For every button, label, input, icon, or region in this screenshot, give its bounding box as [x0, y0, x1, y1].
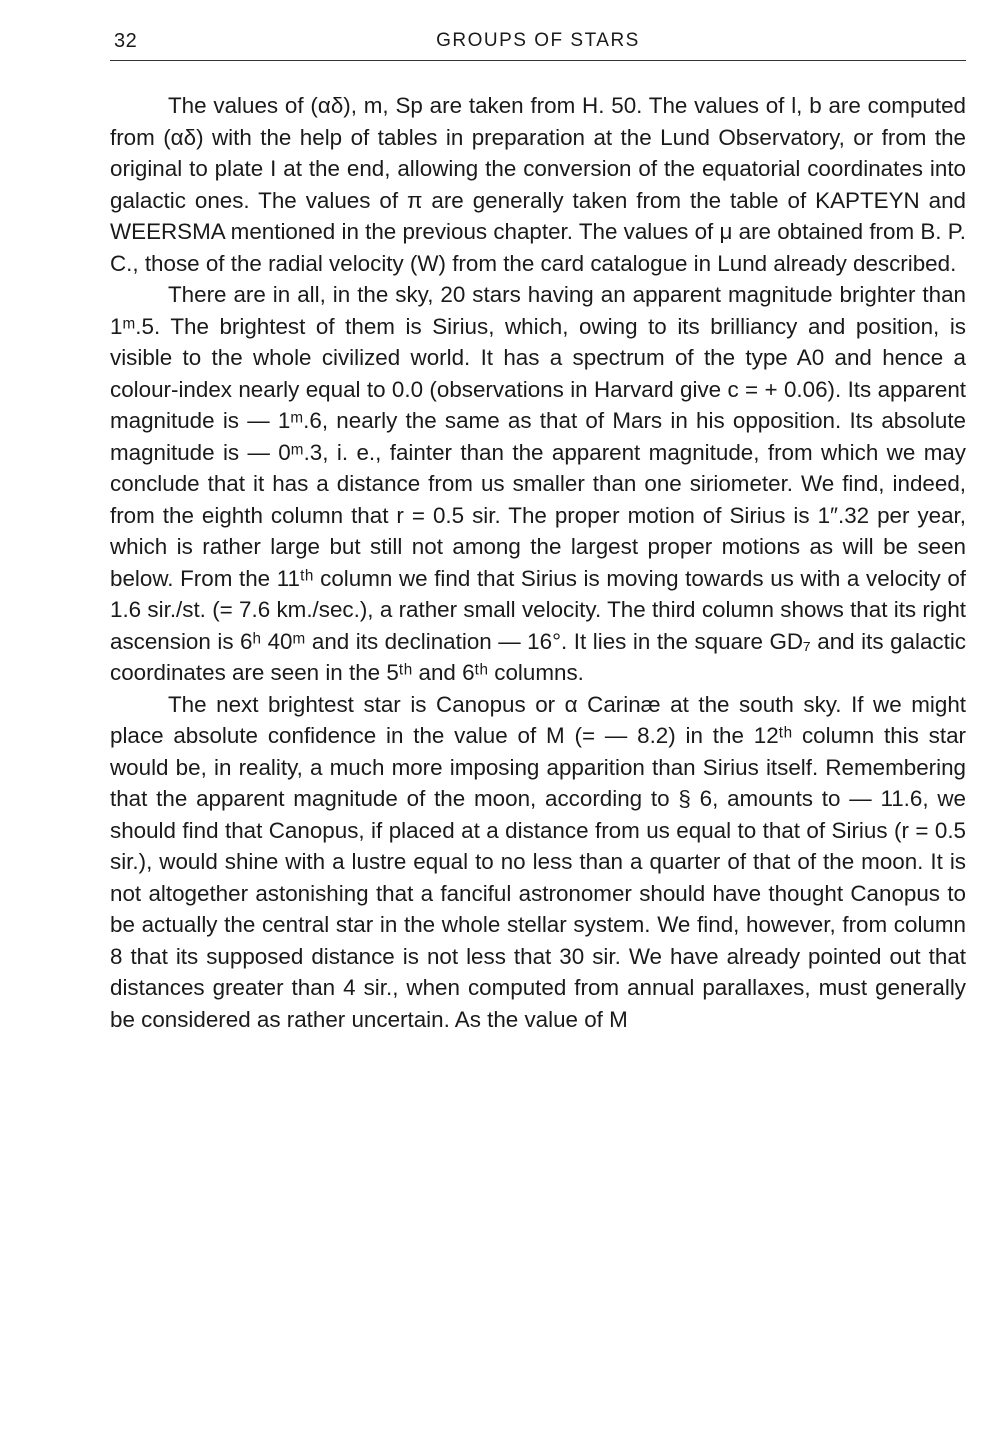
body-text [110, 90, 966, 1035]
page-number: 32 [114, 30, 138, 52]
paragraph-3: The next brightest star is Canopus or α Carinæ at the south sky. If we might place absolute confidence in the value of M (= — 8.2) in the 12ᵗʰ column this star would be, in reality, a much more imposing apparition than Sirius itself. Remembering that the apparent magnitude of the moon, according to § 6, amounts to — 11.6, we should find that Canopus, if placed at a distance from us equal to that of Sirius (r = 0.5 sir.), would shine with a lustre equal to no less than a quarter of that of the moon. It is not altogether astonishing that a fanciful astronomer should have thought Canopus to be actually the central star in the whole stellar system. We find, however, from column 8 that its supposed distance is not less that 30 sir. We have already pointed out that distances greater than 4 sir., when computed from annual parallaxes, must generally be considered as rather uncertain. As the value of M [110, 691, 966, 1032]
page-header [110, 30, 966, 61]
running-title: GROUPS OF STARS [436, 30, 640, 51]
paragraph-1: The values of (αδ), m, Sp are taken from H. 50. The values of l, b are computed from (αδ) with the help of tables in preparation at the Lund Observatory, or from the original to plate I at the end, allowing the conversion of the equatorial coordinates into galactic ones. The values of π are generally taken from the table of KAPTEYN and WEERSMA mentioned in the previous chapter. The values of μ are obtained from B. P. C., those of the radial velocity (W) from the card catalogue in Lund already described. [110, 93, 966, 276]
paragraph-2: There are in all, in the sky, 20 stars having an apparent magnitude brighter than 1ᵐ.5. The brightest of them is Sirius, which, owing to its brilliancy and position, is visible to the whole civilized world. It has a spectrum of the type A0 and hence a colour-index nearly equal to 0.0 (observations in Harvard give c = + 0.06). Its apparent magnitude is — 1ᵐ.6, nearly the same as that of Mars in his opposition. Its absolute magnitude is — 0ᵐ.3, i. e., fainter than the apparent magnitude, from which we may conclude that it has a distance from us smaller than one siriometer. We find, indeed, from the eighth column that r = 0.5 sir. The proper motion of Sirius is 1″.32 per year, which is rather large but still not among the largest proper motions as will be seen below. From the 11ᵗʰ column we find that Sirius is moving towards us with a velocity of 1.6 sir./st. (= 7.6 km./sec.), a rather small velocity. The third column shows that its right ascension is 6ʰ 40ᵐ and its declination — 16°. It lies in the square GD₇ and its galactic coordinates are seen in the 5ᵗʰ and 6ᵗʰ columns. [110, 282, 966, 685]
